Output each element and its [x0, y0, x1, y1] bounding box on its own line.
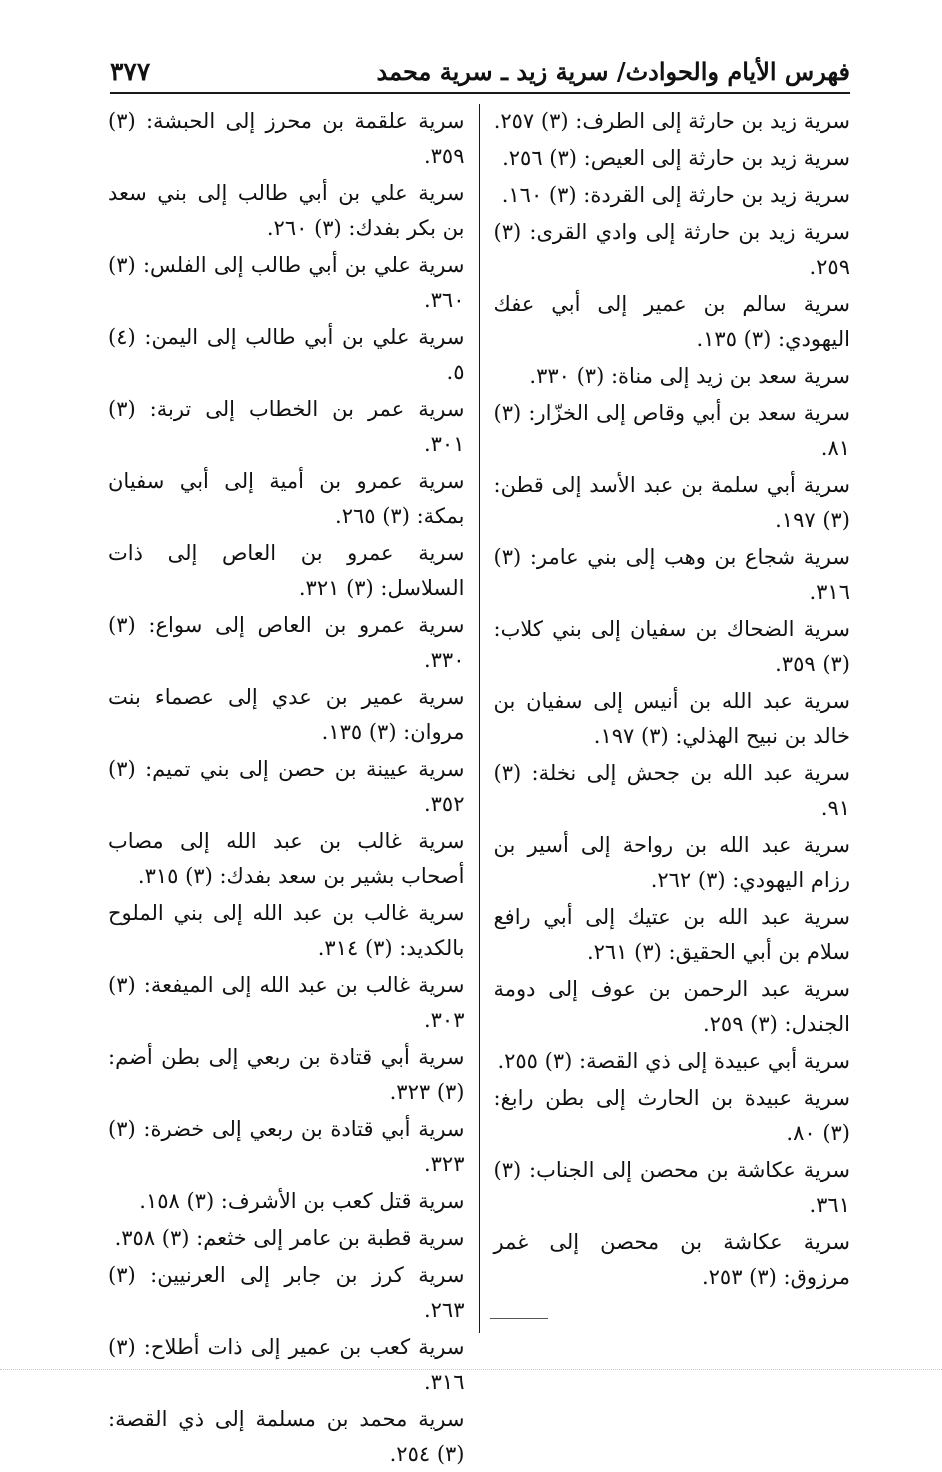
index-columns	[108, 104, 850, 1466]
index-entry: سرية سالم بن عمير إلى أبي عفك اليهودي: (٣) ١٣٥.	[493, 292, 850, 351]
index-entry: سرية عبد الله بن أنيس إلى سفيان بن خالد بن نبيح الهذلي: (٣) ١٩٧.	[493, 689, 850, 748]
index-entry: سرية شجاع بن وهب إلى بني عامر: (٣) ٣١٦.	[493, 545, 850, 604]
index-entry: سرية عبيدة بن الحارث إلى بطن رابغ: (٣) ٨٠.	[493, 1086, 850, 1145]
scan-edge	[0, 1369, 942, 1371]
index-entry: سرية سعد بن زيد إلى مناة: (٣) ٣٣٠.	[529, 364, 850, 388]
index-entry: سرية زيد بن حارثة إلى العيص: (٣) ٢٥٦.	[502, 146, 850, 170]
index-entry: سرية عبد الرحمن بن عوف إلى دومة الجندل: (٣) ٢٥٩.	[493, 977, 850, 1036]
index-entry: سرية أبي قتادة بن ربعي إلى بطن أضم: (٣) ٣٢٣.	[108, 1045, 465, 1104]
index-entry: سرية عيينة بن حصن إلى بني تميم: (٣) ٣٥٢.	[108, 757, 465, 816]
index-entry: سرية عمرو بن العاص إلى ذات السلاسل: (٣) ٣٢١.	[108, 541, 465, 600]
index-entry: سرية كعب بن عمير إلى ذات أطلاح: (٣) ٣١٦.	[108, 1335, 465, 1394]
index-entry: سرية قتل كعب بن الأشرف: (٣) ١٥٨.	[139, 1189, 465, 1213]
index-entry: سرية محمد بن مسلمة إلى ذي القصة: (٣) ٢٥٤.	[108, 1407, 465, 1466]
index-entry: سرية عمرو بن العاص إلى سواع: (٣) ٣٣٠.	[108, 613, 465, 672]
index-entry: سرية غالب بن عبد الله إلى الميفعة: (٣) ٣٠٣.	[108, 973, 465, 1032]
page-header	[110, 42, 850, 94]
index-entry: سرية عبد الله بن عتيك إلى أبي رافع سلام بن أبي الحقيق: (٣) ٢٦١.	[493, 905, 850, 964]
index-entry: سرية عبد الله بن رواحة إلى أسير بن رزام اليهودي: (٣) ٢٦٢.	[493, 833, 850, 892]
page-number: ٣٧٧	[110, 57, 151, 86]
index-entry: سرية قطبة بن عامر إلى خثعم: (٣) ٣٥٨.	[114, 1226, 465, 1250]
index-entry: سرية عكاشة بن محصن إلى الجناب: (٣) ٣٦١.	[493, 1158, 850, 1217]
index-entry: سرية أبي سلمة بن عبد الأسد إلى قطن: (٣) ١٩٧.	[493, 473, 850, 532]
index-entry: سرية زيد بن حارثة إلى القردة: (٣) ١٦٠.	[501, 183, 850, 207]
footnote-rule	[490, 1318, 548, 1319]
index-entry: سرية غالب بن عبد الله إلى بني الملوح بالكديد: (٣) ٣١٤.	[108, 901, 465, 960]
index-entry: سرية عمرو بن أمية إلى أبي سفيان بمكة: (٣) ٢٦٥.	[108, 469, 465, 528]
index-entry: سرية عبد الله بن جحش إلى نخلة: (٣) ٩١.	[493, 761, 850, 820]
index-entry: سرية زيد بن حارثة إلى وادي القرى: (٣) ٢٥٩.	[493, 220, 850, 279]
index-entry: سرية علي بن أبي طالب إلى الفلس: (٣) ٣٦٠.	[108, 253, 465, 312]
index-entry: سرية عمير بن عدي إلى عصماء بنت مروان: (٣) ١٣٥.	[108, 685, 465, 744]
index-entry: سرية علي بن أبي طالب إلى بني سعد بن بكر بفدك: (٣) ٢٦٠.	[108, 181, 465, 240]
index-entry: سرية علقمة بن محرز إلى الحبشة: (٣) ٣٥٩.	[108, 109, 465, 168]
index-entry: سرية عمر بن الخطاب إلى تربة: (٣) ٣٠١.	[108, 397, 465, 456]
column-divider	[479, 104, 480, 1333]
index-entry: سرية أبي عبيدة إلى ذي القصة: (٣) ٢٥٥.	[497, 1049, 850, 1073]
index-entry: سرية الضحاك بن سفيان إلى بني كلاب: (٣) ٣٥٩.	[493, 617, 850, 676]
index-entry: سرية زيد بن حارثة إلى الطرف: (٣) ٢٥٧.	[493, 109, 850, 133]
left-column	[108, 104, 479, 1466]
index-entry: سرية أبي قتادة بن ربعي إلى خضرة: (٣) ٣٢٣.	[108, 1117, 465, 1176]
index-entry: سرية كرز بن جابر إلى العرنيين: (٣) ٢٦٣.	[108, 1263, 465, 1322]
index-entry: سرية عكاشة بن محصن إلى غمر مرزوق: (٣) ٢٥٣.	[493, 1230, 850, 1289]
right-column	[480, 104, 851, 1333]
running-title: فهرس الأيام والحوادث/ سرية زيد ـ سرية محمد	[376, 57, 850, 86]
index-entry: سرية سعد بن أبي وقاص إلى الخزّار: (٣) ٨١.	[493, 401, 850, 460]
index-entry: سرية غالب بن عبد الله إلى مصاب أصحاب بشير بن سعد بفدك: (٣) ٣١٥.	[108, 829, 465, 888]
index-entry: سرية علي بن أبي طالب إلى اليمن: (٤) ٥.	[108, 325, 465, 384]
